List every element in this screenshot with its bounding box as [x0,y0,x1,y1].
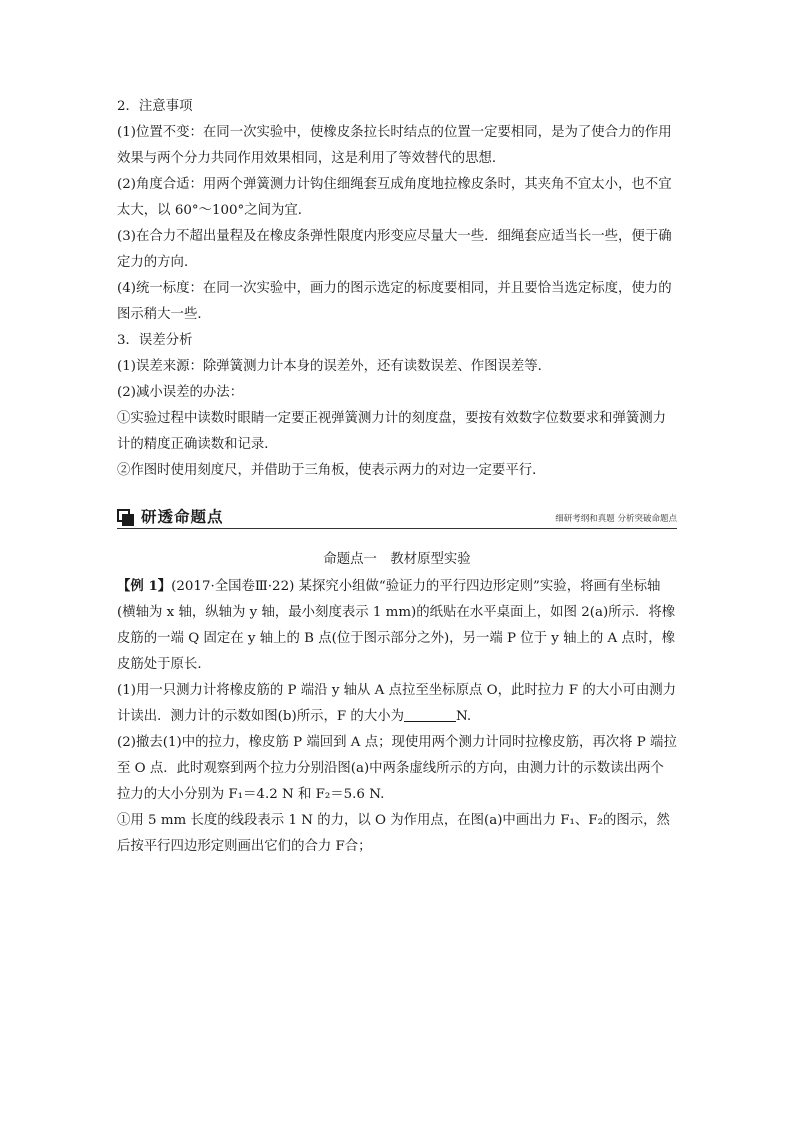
example-intro-text: (2017·全国卷Ⅲ·22) 某探究小组做“验证力的平行四边形定则”实验，将画有坐标轴(横轴为 x 轴，纵轴为 y 轴，最小刻度表示 1 mm)的纸贴在水平桌面上，如图 2(a)所示．将橡皮筋的一端 Q 固定在 y 轴上的 B 点(位于图示部分之外)，另一端 P 位于 y 轴上的 A 点时，橡皮筋处于原长． [117,579,676,672]
notes-item-4: (4)统一标度：在同一次实验中，画力的图示选定的标度要相同，并且要恰当选定标度，使力的图示稍大一些． [117,281,672,322]
section-title: 研透命题点 [141,508,224,526]
answer-blank[interactable] [404,708,456,722]
errors-item-2: (2)减小误差的办法： [117,385,244,400]
notes-item-1: (1)位置不变：在同一次实验中，使橡皮条拉长时结点的位置一定要相同，是为了使合力的作用效果与两个分力共同作用效果相同，这是利用了等效替代的思想． [117,125,672,166]
errors-heading: 3．误差分析 [117,333,193,348]
document-content [117,94,677,860]
question-1-unit: N. [456,709,472,724]
question-1-text: (1)用一只测力计将橡皮筋的 P 端沿 y 轴从 A 点拉至坐标原点 O，此时拉力 F 的大小可由测力计读出．测力计的示数如图(b)所示，F 的大小为 [117,683,677,724]
question-1 [117,678,677,730]
errors-item-3: ①实验过程中读数时眼睛一定要正视弹簧测力计的刻度盘，要按有效数字位数要求和弹簧测力计的精度正确读数和记录． [117,411,667,452]
question-2-1: ①用 5 mm 长度的线段表示 1 N 的力，以 O 为作用点，在图(a)中画出力 F₁、F₂的图示，然后按平行四边形定则画出它们的合力 F合； [117,813,670,854]
notes-item-3: (3)在合力不超出量程及在橡皮条弹性限度内形变应尽量大一些．细绳套应适当长一些，便于确定力的方向． [117,229,672,270]
section-bar [117,506,677,529]
example-label: 【例 1】 [117,578,172,594]
section-square-icon [117,509,133,525]
notes-heading: 2．注意事项 [117,99,193,114]
topic-title: 命题点一 教材原型实验 [323,552,471,567]
section-subtitle: 细研考纲和真题 分析突破命题点 [555,514,677,524]
notes-item-2: (2)角度合适：用两个弹簧测力计钩住细绳套互成角度地拉橡皮条时，其夹角不宜太小，也不宜太大，以 60°～100°之间为宜． [117,177,672,218]
example-intro [117,573,677,678]
errors-item-1: (1)误差来源：除弹簧测力计本身的误差外，还有读数误差、作图误差等． [117,359,552,374]
errors-item-4: ②作图时使用刻度尺，并借助于三角板，使表示两力的对边一定要平行． [117,463,546,478]
question-2: (2)撤去(1)中的拉力，橡皮筋 P 端回到 A 点；现使用两个测力计同时拉橡皮筋，再次将 P 端拉至 O 点．此时观察到两个拉力分别沿图(a)中两条虚线所示的方向，由测力计的示数读出两个拉力的大小分别为 F₁＝4.2 N 和 F₂＝5.6 N. [117,735,677,802]
